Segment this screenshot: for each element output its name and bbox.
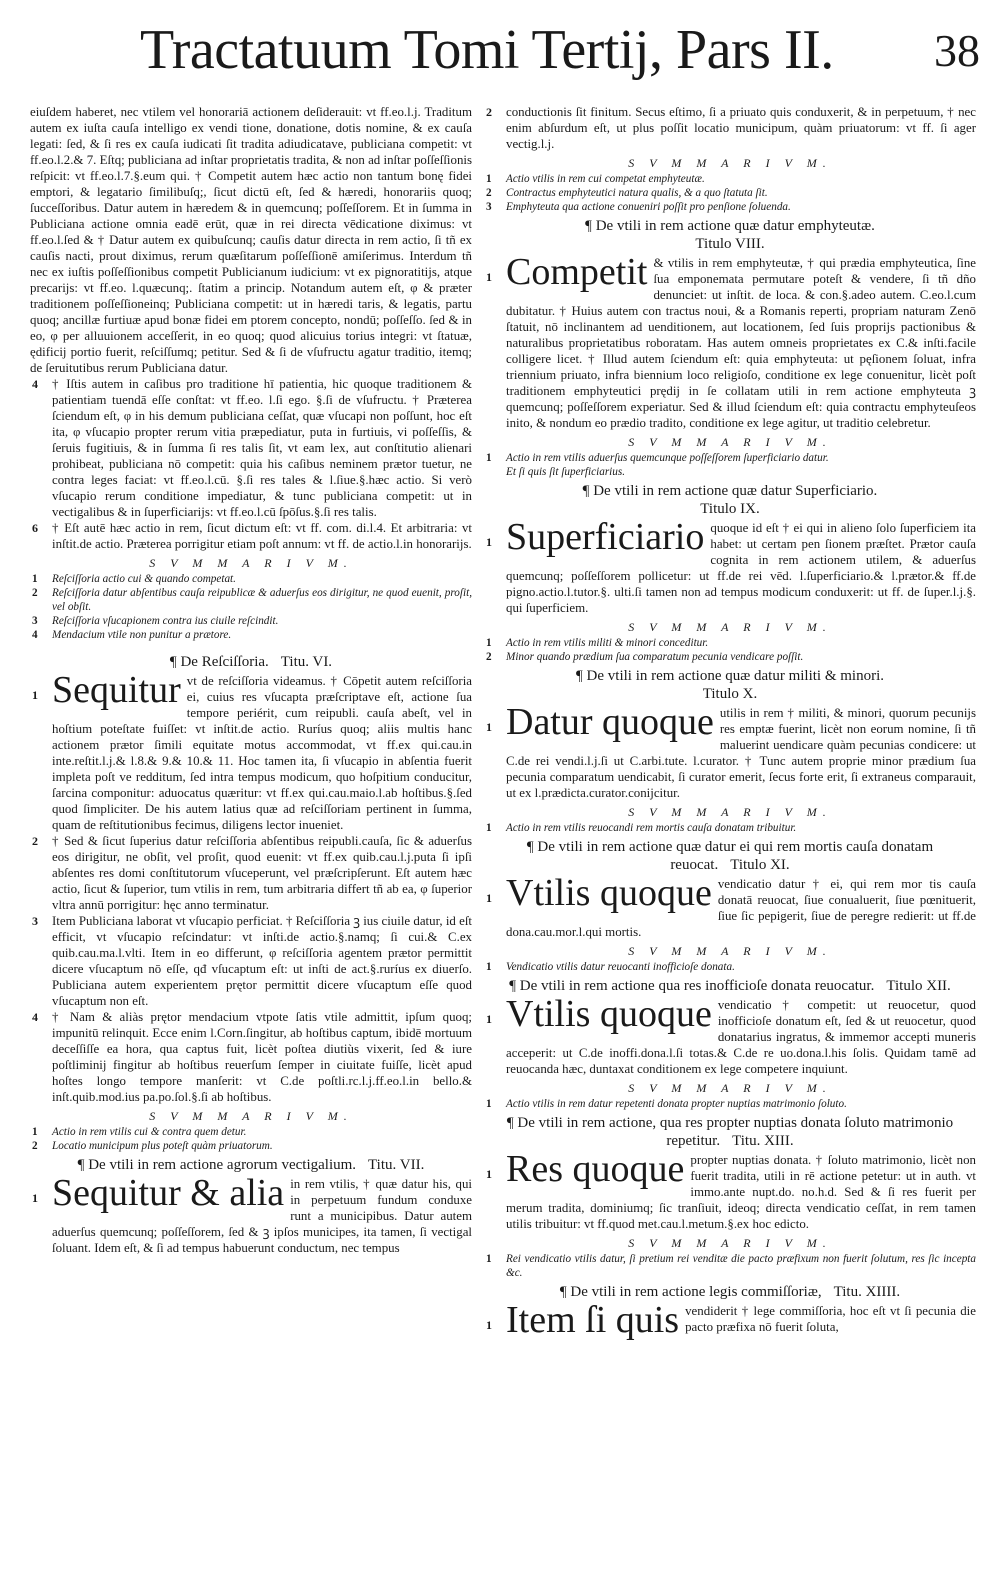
paragraph: eiuſdem haberet, nec vtilem vel honorariā actionem deſiderauit: vt ff.eo.l.j. Traditum autem ex iuſta cauſa intelligo ex vendi tione, donatione, dotis nomine, & ex cauſa legati: ſed, & ſi res ex cauſa iudicati ſit tradita adiudicatave, publiciana competit: vt ff.eo.l.2.& 7. Eſtq; publiciana ad inſtar proprietatis tradita, & non ad inſtar poſſeſſionis reſpicit: vt ff.eo.l.7.§.eum qui. † Competit autem hæc actio non tantum bonę fidei emptori, & legatario ſimilibuſq;, ſicut dictū eſt, ſed & hæredi, honorariis quoq; ſucceſſoribus. Datur autem in hæredem & in quemcunq; poſſeſſorem. Et in ſumma in Publiciana actione omnia eadē erūt, quæ in rei directa vēdicatione diximus: vt ff.eo.l.ſed & † Datur autem ex quibuſcunq; cauſis datur directa in rem actio, ſi tñ ex cauſis nacti, prout diximus, rerum quæſitarum poſſeſſionē amiſerimus. Interdum tñ nec ex iuſtis poſſeſſionibus competit Publicianum iudicium: vt ex pignoratitijs, atque precarijs: vt ff.eo. l.quæcunq;. ſtatim a princip. Notandum autem eſt, φ & præter traditionem poſſeſſioneinq; Publiciana competit: ut in hæredi taris, & legatis, partu quoq; ancillæ furtiuæ apud bonæ fidei em ptorem concepto, nondū; poſſeſſo. ſed & in eo, φ per alluuionem acceſſerit, in eo quoq; quod alicuius torius integri: vt ſtatuæ, ędificij portio fuerit, reſciſſumq; petitur. Sed & ſi de vſufructu agatur traditio, itemq; de ſeruitutibus rerum Publiciana datur. — [30, 105, 472, 375]
summary-heading: S V M M A R I V M. — [628, 944, 832, 958]
initial-words: Datur quoque — [506, 701, 714, 743]
paragraph: 2 conductionis ſit finitum. Secus eſtimo, ſi a priuato quis conduxerit, & in perpetuum, † nec enim abſurdum eſt, ut plus poſſit locatio municipum, quàm priuatorum: vt ff. ſi ager vectig.l.j. — [486, 105, 976, 151]
section-lead: 1 Sequitur & alia in rem vtilis, † quæ datur his, qui in perpetuum fundum conduxe runt a municipibus. Datur autem aduerſus quemcunq; poſſeſſorem, ſed & ꝫ ipſos municipes, ita tamen, ſi vectigal ſoluant. Idem eſt, & ſi ad tempus habuerunt conductum, nec tempus — [32, 1172, 472, 1255]
section-lead: 1 Superficiario quoque id eſt † ei qui in alieno ſolo ſuperficiem ita habet: ut certam pen ſionem præſtet. Prætor cauſa cognita in rem actionem utilem, & aduerſus quemcunq; poſſeſſorem pollicetur: ut ff.de rei vēd. l.ſuperficiario.& l.prætor.& ff.de pigno.actio.l.tutor.§. ulti.ſi tamen non ad tempus modicum conduxerit: ut ff. de ſuper.l.j.§. qui ſuperficiem. — [486, 516, 976, 615]
section-title: ¶ De vtili in rem actione agrorum vectigalium. Titu. VII. — [77, 1157, 425, 1173]
initial-words: Sequitur — [52, 669, 181, 711]
summary-item: 3 Emphyteuta qua actione conueniri poſſit pro penſione ſoluenda. — [486, 201, 791, 213]
summary-item: 1 Rei vendicatio vtilis datur, ſi pretium rei venditæ die pacto præfixum non fuerit ſolutum, res ſic incepta &c. — [486, 1253, 976, 1279]
summary-item: 1 Actio in rem vtilis aduerſus quemcunque poſſeſſorem ſuperficiario datur. — [486, 452, 829, 464]
summary-heading: S V M M A R I V M. — [628, 1236, 832, 1250]
summary-item: 2 Locatio municipum plus poteſt quàm priuatorum. — [32, 1140, 273, 1152]
section-lead: 1 Competit & vtilis in rem emphyteutæ, † qui prædia emphyteutica, ſine ſua emponemata permutare poteſt & vendere, ſi tñ dño denunciet: ut inſtit. de loca. & con.§.adeo autem. C.eo.l.cum dubitatur. † Huius autem con tractus noui, & a Romanis reperti, propriam naturam Zenō ſtatuit, nō inclinantem ad uenditionem, aut locationem, ſed ſuis proprijs pactionibus & naturalibus proprietatibus roboratam. Has autem omneis proprietates ex C.& inſti.facile colligere licet. † Illud autem ſciendum eſt: quia emphyteuta: ut pęſionem ſoluat, infra triennium priuato, infra biennium loco religioſo, conditione ex lege conuenitur, licèt poſt traditionem emphyteutici prędij in ſe collatam utili in rem actione emphyteuta ꝫ quemcunq; poſſeſſorem experiatur. Sed & illud ſciendum eſt: quia contractu emphyteuſeos inito, & nondum eo prædio tradito, conditione ex lege agitur, ut traditio celebretur. — [486, 251, 976, 430]
numeral-marker: 4 — [32, 377, 38, 391]
summary-item: 3 Reſciſſoria vſucapionem contra ius ciuile reſcindit. — [32, 615, 279, 627]
summary-item: 4 Mendacium vtile non punitur a prætore. — [32, 629, 232, 641]
section-title: ¶ De vtili in rem actione legis commiſſoriæ, Titu. XIIII. — [559, 1284, 901, 1300]
section-title: ¶ De vtili in rem actione quæ datur Superficiario. Titulo IX. — [582, 483, 878, 517]
initial-words: Sequitur & alia — [52, 1172, 285, 1214]
initial-words: Vtilis quoque — [506, 993, 712, 1035]
left-column — [30, 104, 472, 1256]
summary-item: Et ſi quis ſit ſuperficiarius. — [506, 466, 626, 478]
section-lead: 1 Datur quoque utilis in rem † militi, & minori, quorum pecunijs res emptæ fuerint, licèt non eorum nomine, ſi tñ maluerint uendicare quàm pecunias condicere: ut C.de rei vendi.l.j.ſi ut C.arbi.tute. l.curator. † Tunc autem proprie minor prædium ſua pecunia comparatum uendicabit, ſi curator emerit, ſecus forte erit, ſi extraneus comparauit, ut ex l.prædicta.curator.conijcitur. — [486, 701, 976, 800]
initial-words: Competit — [506, 251, 648, 293]
summary-item: 1 Reſciſſoria actio cui & quando competat. — [32, 573, 236, 585]
numeral-marker: 6 — [32, 521, 38, 535]
summary-heading: S V M M A R I V M. — [628, 620, 832, 634]
summary-item: 2 Reſciſſoria datur abſentibus cauſa reipublicæ & aduerſus eos dirigitur, ne quod euenit, proſit, vel obſit. — [32, 587, 472, 613]
section-lead: 1 Vtilis quoque vendicatio datur † ei, qui rem mor tis cauſa donatā reuocat, ſiue conualuerit, ſiue pœnituerit, ſiue ſic pepigerit, ſiue de peregre redierit: ut ff.de dona.cau.mor.l.qui mortis. — [486, 872, 976, 939]
paragraph: 4 † Nam & aliàs prętor mendacium vtpote ſatis vtile admittit, ipſum quoq; impunitū relinquit. Ecce enim l.Corn.ſingitur, ab hoſtibus captum, ibidē mortuum deceſſiſſe ea hora, qua captus fuit, licèt poſtea diutiùs vixerit, ſed & iure poſtliminij fingitur ab hoſtibus reuerſum ſemper in ciuitate fuiſſe, licèt apud hoſtes longo tempore manſerit: vt C.de poſtli.rc.l.j.ff.eo.l.in bello.& inſt.quib.mod.ius pa.po.ſol.§.ſi ab hoſtibus. — [32, 1010, 472, 1104]
paragraph: 4 † Iſtis autem in caſibus pro traditione hī patientia, hic quoque traditionem & patientiam tuendā eſſe conſtat: vt ff.eo. l.ſi ego. §.ſi de vſufructu. † Præterea ſciendum eſt, φ in his demum publiciana ceſſat, quæ vſucapi non poſſunt, hoc eſt ita, φ vſucapio propter rerum vitia præpediatur, puta in furtiuis, vi poſſeſſis, & ſeruis fugitiuis, & in ſumma ſi res talis ſit, vt eam lex, aut conſtitutio alienari prohibeat, publiciana nō competit: quia his caſibus neminem prætor tuetur, ne contra leges faciat: vt ff.eo.l.cū. §.ſi res tales & l.ſiue.§.hæc actio. Si verò vſucapio rerum conditione impediatur, & tunc publiciana competit: ut in vectigalibus & in ſuperficiarijs: vt ff.eo.l.cū ſpōſus.§.ſi res talis. — [32, 377, 472, 519]
summary-heading: S V M M A R I V M. — [628, 805, 832, 819]
section-title: ¶ De vtili in rem actione quæ datur emphyteutæ. Titulo VIII. — [585, 218, 875, 252]
paragraph: 2 † Sed & ſicut ſuperius datur reſciſſoria abſentibus reipubli.cauſa, ſic & aduerſus eos dirigitur, ne obſit, vel proſit, quod euenit: vt ff.ex quib.cau.l.j.puta ſi ipſi abſentes res domi conſtitutorum vſuceperunt, vel præſcripſerunt. Eſt autem hæc actio, ſicut & ſuperior, tum vtilis in rem, tum arbitraria differt tñ ab ea, φ ſuperior vltra annū porrigitur: hęc anno terminatur. — [32, 834, 472, 912]
section-title: ¶ De Reſciſſoria. Titu. VI. — [169, 654, 333, 670]
paragraph: 3 Item Publiciana laborat vt vſucapio perficiat. † Reſciſſoria ꝫ ius ciuile datur, id eſt efficit, vt vſucapio reſcindatur: vt inſti.de actio.§.namq; ſi cui.& C.ex quib.cau.ma.l.vlti. Item in eo differunt, φ reſciſſoria agentem prætor permittit dicere vſucaptum nō eſſe, qđ vſucaptum eſt: ut inſti de act.§.ruríus ex diuerſo. Publiciana autem experientem prętor permittit dicere vſucaptum eſſe quod vſucaptum non eſt. — [32, 914, 472, 1008]
section-lead: 1 Vtilis quoque vendicatio † competit: ut reuocetur, quod inofficioſe donatum eſt, ſed & ut reuocetur, quod donatarius ingratus, & immemor accepti muneris acceperit: ut C.de inoffi.dona.l.ſi totas.& C.de re uo.dona.l.his ſolis. Quidam tamē ad reuocanda hæc, duntaxat conditionem ex lege competere inquiunt. — [486, 993, 976, 1076]
summary-heading: S V M M A R I V M. — [628, 156, 832, 170]
summary-item: 1 Vendicatio vtilis datur reuocanti inofficioſe donata. — [486, 961, 735, 973]
initial-words: Superficiario — [506, 516, 705, 558]
summary-item: 2 Contractus emphyteutici natura qualis, & a quo ſtatuta ſit. — [486, 187, 768, 199]
summary-heading: S V M M A R I V M. — [149, 556, 353, 570]
initial-words: Vtilis quoque — [506, 872, 712, 914]
section-title: ¶ De vtili in rem actione quæ datur ei qui rem mortis cauſa donatam reuocat. Titulo XI. — [526, 839, 934, 873]
initial-words: Res quoque — [506, 1148, 685, 1190]
summary-item: 1 Actio vtilis in rem cui competat emphyteutæ. — [486, 173, 705, 185]
summary-item: 2 Minor quando prædium ſua comparatum pecunia vendicare poſſit. — [486, 651, 804, 663]
section-title: ¶ De vtili in rem actione, qua res propter nuptias donata ſoluto matrimonio repetitur. Titu. XIII. — [506, 1115, 954, 1149]
section-title: ¶ De vtili in rem actione quæ datur militi & minori. Titulo X. — [576, 668, 884, 702]
running-title: Tractatuum Tomi Tertij, Pars II. — [140, 19, 834, 81]
summary-item: 1 Actio in rem vtilis cui & contra quem detur. — [32, 1126, 247, 1138]
summary-heading: S V M M A R I V M. — [149, 1109, 353, 1123]
section-lead: 1 Item ſi quis vendiderit † lege commiſſoria, hoc eſt vt ſi pecunia die pacto præfixa nō fuerit ſoluta, — [486, 1299, 976, 1341]
section-title: ¶ De vtili in rem actione qua res inofficioſe donata reuocatur. Titulo XII. — [509, 978, 951, 994]
summary-item: 1 Actio in rem vtilis reuocandi rem mortis cauſa donatam tribuitur. — [486, 822, 797, 834]
summary-item: 1 Actio in rem vtilis militi & minori conceditur. — [486, 637, 709, 649]
initial-words: Item ſi quis — [506, 1299, 680, 1341]
summary-heading: S V M M A R I V M. — [628, 435, 832, 449]
paragraph: 6 † Eſt autē hæc actio in rem, ſicut dictum eſt: vt ff. com. di.l.4. Et arbitraria: vt inſtit.de actio. Præterea porrigitur etiam poſt annum: vt ff. de actio.l.in honorarijs. — [32, 521, 472, 551]
summary-heading: S V M M A R I V M. — [628, 1081, 832, 1095]
page-number: 38 — [934, 25, 980, 76]
summary-item: 1 Actio vtilis in rem datur repetenti donata propter nuptias matrimonio ſoluto. — [486, 1098, 847, 1110]
right-column — [484, 104, 976, 1341]
section-lead: 1 Sequitur vt de reſciſſoria videamus. † Cōpetit autem reſciſſoria ei, cuius res vſucapta præſcriptave eſt, actione ſua tempore periérit, cum reipubli. cauſa abeſt, vel in hoſtium poteſtate fuiſſet: vt inſtit.de actio. Ruríus quoq; aliis multis hanc actionem prætor ſimili equitate motus accommodat, vt ff.ex qui.cau.in inte.reſtit.l.j.& l.8.& 9.& 10.& 11. Hoc tamen ita, ſi vſucapio in abſentia fuerit impleta poſt ve redditum, ſed intra tempus modicum, quo hoſpitium conducitur, ſarcina componitur: aduocatus quæritur: vt ff.ex qui.cau.maio.l.ab hoſtibus.§.ſed quod ſimpliciter. De his autem latius quæ ad reſciſſoriam pertinent in ſumma, quam de reſtitutionibus fecimus, diligens lector inueniet. — [32, 669, 472, 832]
section-lead: 1 Res quoque propter nuptias donata. † ſoluto matrimonio, licèt non fuerit tradita, utili in rē actione petetur: ut in auth. vt immo.ante nupt.do. no.h.d. Sed & ſi res fuerit per merum tradita, dominiumq; ſic tranſiuit, ideoq; directa vendicatio ceſſat, in rem tamen utilis tribuitur: vt ff.quod met.cau.l.metum.§.ex hoc edicto. — [486, 1148, 976, 1231]
page-header — [140, 18, 980, 98]
